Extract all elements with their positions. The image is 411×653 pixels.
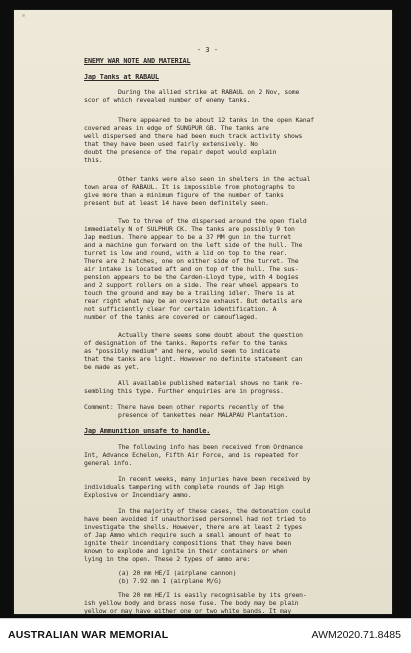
document-line: Jap medium. There appear to be a 37 MM gun in the turret [84,234,292,241]
section-heading: ENEMY WAR NOTE AND MATERIAL [84,58,191,65]
document-line: town area of RABAUL. It is impossible from photographs to [84,184,295,191]
document-line: have been avoided if unauthorised personnel had not tried to [84,516,306,523]
document-line: rear right what may be an oversize exhaust. But details are [84,298,303,305]
accession-number: AWM2020.71.8485 [311,629,401,641]
document-line: Explosive or Incendiary ammo. [84,492,192,499]
document-line: well dispersed and there had been much track activity shows [84,133,303,140]
document-line: Two to three of the dispersed around the open field [118,218,307,225]
document-line: individuals tampering with complete rounds of Jap High [84,484,284,491]
document-line: During the allied strike at RABAUL on 2 Nov, some [118,89,300,96]
document-line: air intake is located aft and on top of the hull. The sus- [84,266,299,273]
document-line: that the tanks are light. However no definite statement can [84,356,303,363]
document-line: yellow or may have either one or two white bands. It may [84,608,292,614]
document-line: pension appears to be the Carden-Lloyd type, with 4 bogies [84,274,299,281]
document-line: (b) 7.92 mm I (airplane M/G) [118,578,222,585]
document-line: number of the tanks are covered or camouflaged. [84,314,258,321]
document-line: not sufficiently clear for certain identification. A [84,306,277,313]
document-line: presence of tankettes near MALAPAU Plantation. [118,412,289,419]
document-line: scor of which revealed number of enemy tanks. [84,97,251,104]
document-line: and 2 support rollers on a side. The rear wheel appears to [84,282,299,289]
document-line: of designation of the tanks. Reports refer to the tanks [84,340,288,347]
document-line: Other tanks were also seen in shelters in the actual [118,176,311,183]
document-line: Int, Advance Echelon, Fifth Air Force, and is repeated for [84,452,299,459]
institution-name: AUSTRALIAN WAR MEMORIAL [8,629,169,641]
document-line: present but at least 14 have been definitely seen. [84,200,269,207]
document-line: and a machine gun forward on the left side of the hull. The [84,242,303,249]
section-heading: Jap Tanks at RABAUL [84,74,159,81]
document-line: In the majority of these cases, the detonation could [118,508,311,515]
document-line: sembling this type. Further enquiries are in progress. [84,388,284,395]
document-page [14,10,392,614]
document-line: as "possibly medium" and here, would seem to indicate [84,348,280,355]
document-line: general info. [84,460,133,467]
document-line: (a) 20 mm HE/I (airplane cannon) [118,570,237,577]
document-line: give more than a minimum figure of the number of tanks [84,192,284,199]
document-line: investigate the shells. However, there are at least 2 types [84,524,303,531]
document-line: Comment: There have been other reports recently of the [84,404,284,411]
page-number: - 3 - [197,46,219,54]
document-line: All available published material shows no tank re- [118,380,303,387]
document-line: There are 2 hatches, one on either side of the turret. The [84,258,299,265]
document-line: this. [84,157,103,164]
document-line: that they have been used fairly extensively. No [84,141,258,148]
document-line: There appeared to be about 12 tanks in the open Kanaf [118,117,314,124]
document-line: of Jap Ammo which require such a small amount of heat to [84,532,292,539]
document-line: immediately N of SULPHUR CK. The tanks are possibly 9 ton [84,226,295,233]
document-line: known to explode and ignite in their containers or when [84,548,288,555]
document-line: turret is low and round, with a lid on top to the rear. [84,250,288,257]
document-line: doubt the presence of the repair depot would explain [84,149,277,156]
document-line: In recent weeks, many injuries have been received by [118,476,311,483]
document-line: ignite their incendiary compositions that they have been [84,540,292,547]
section-heading: Jap Ammunition unsafe to handle. [84,428,211,435]
document-line: be made as yet. [84,364,140,371]
document-line: covered areas in edge of SUNGPUR GB. The tanks are [84,125,269,132]
paper-blemish [22,14,25,17]
document-line: touch the ground and may be a trailing idler. There is at [84,290,295,297]
document-line: Actually there seems some doubt about the question [118,332,303,339]
document-line: The following info has been received from Ordnance [118,444,303,451]
document-line: The 20 mm HE/I is easily recognisable by its green- [118,592,307,599]
document-line: lying in the open. These 2 types of ammo are: [84,556,251,563]
footer-bar [0,618,411,653]
document-line: ish yellow body and brass nose fuse. The body may be plain [84,600,299,607]
